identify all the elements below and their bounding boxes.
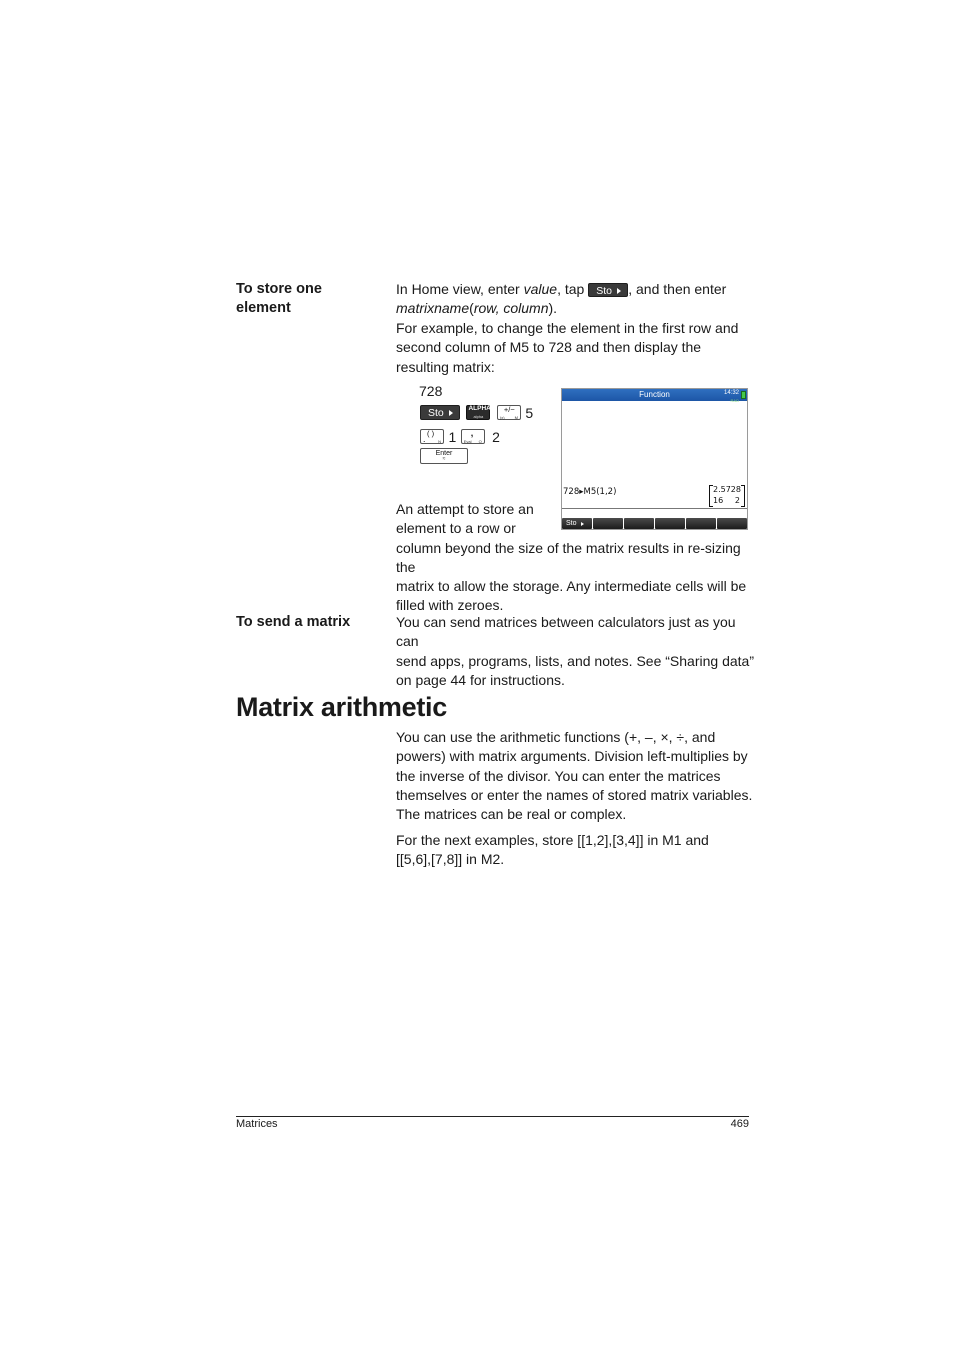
instruction-line	[396, 280, 756, 299]
key-sublabel: M	[514, 415, 518, 421]
screen-clock: 14:32	[723, 390, 739, 396]
send-matrix-paragraph	[396, 613, 756, 690]
text-line: matrix to allow the storage. Any intermediate cells will be	[396, 578, 747, 595]
text-line: [[5,6],[7,8]] in M2.	[396, 851, 505, 868]
screen-title-bar	[562, 389, 747, 401]
text-line: You can send matrices between calculators just as you can	[396, 614, 736, 650]
keystroke-number: 5	[525, 404, 534, 421]
text-italic: value	[523, 281, 558, 297]
keystroke-row-2	[420, 404, 533, 420]
key-sublabel: Eval	[463, 439, 472, 445]
text-italic: matrixname	[396, 300, 470, 317]
key-sublabel: ≈	[442, 455, 446, 462]
keystroke-row-3	[420, 428, 500, 444]
matrix-cell: 16	[713, 496, 724, 505]
text-line: filled with zeroes.	[396, 597, 504, 614]
key-sublabel: ∘	[423, 439, 426, 445]
text-line: For the next examples, store [[1,2],[3,4]] in M1 and	[396, 832, 709, 848]
arithmetic-paragraph-1	[396, 728, 756, 824]
text: In Home view, enter	[396, 281, 524, 297]
text-line: For example, to change the element in the first row and	[396, 320, 739, 336]
sto-key[interactable]	[588, 283, 628, 297]
heading-line: To store one	[236, 281, 322, 297]
key-label: ALPHA	[468, 405, 491, 413]
matrix-cell: 728	[725, 485, 741, 494]
matrix-cell: 2	[734, 496, 740, 505]
arithmetic-paragraph-2	[396, 831, 756, 870]
screen-title: Function	[639, 390, 670, 399]
text-line: column beyond the size of the matrix results in re-sizing the	[396, 539, 741, 575]
text-line: the inverse of the divisor. You can enter the matrices	[396, 767, 721, 784]
sto-key[interactable]	[420, 405, 460, 420]
section-title-matrix-arithmetic: Matrix arithmetic	[236, 692, 447, 722]
battery-icon	[741, 391, 746, 399]
key-sublabel: N	[438, 439, 441, 445]
section-heading-store-element	[236, 280, 322, 318]
text-line: themselves or enter the names of stored matrix variables.	[396, 786, 753, 803]
page-number: 469	[730, 1118, 749, 1130]
key-label: ,	[470, 428, 474, 439]
section-heading-send-matrix: To send a matrix	[236, 614, 351, 630]
text-line: send apps, programs, lists, and notes. See “Sharing data”	[396, 652, 754, 669]
heading-line: element	[236, 300, 291, 316]
text-italic: row, column	[473, 300, 549, 317]
text: ).	[548, 300, 558, 317]
menu-label: Sto	[566, 520, 577, 527]
footer-divider	[236, 1116, 749, 1117]
triangle-right-icon	[617, 288, 621, 294]
key-sublabel: alpha	[473, 414, 484, 420]
store-element-instructions	[396, 280, 756, 319]
instruction-line	[396, 299, 756, 318]
key-label: Enter	[435, 449, 453, 457]
matrix-cell: 2.5	[713, 485, 726, 494]
triangle-right-icon	[449, 410, 453, 416]
text-line: resulting matrix:	[396, 358, 495, 375]
keystroke-number: 2	[492, 428, 500, 445]
history-entry[interactable]: 728▸M5(1,2)	[563, 487, 617, 497]
text-line: An attempt to store an	[396, 501, 534, 517]
keystroke-number: 728	[419, 383, 443, 399]
text: (	[469, 300, 474, 317]
alpha-key[interactable]	[466, 405, 490, 420]
key-sublabel: O	[478, 439, 482, 445]
text: , and then enter	[628, 281, 727, 297]
angle-mode-indicator: RAD	[730, 398, 739, 403]
text-line: The matrices can be real or complex.	[396, 806, 627, 823]
keystroke-number: 1	[448, 428, 457, 445]
plus-minus-key[interactable]	[497, 405, 521, 420]
text-line: on page 44 for instructions.	[396, 671, 565, 688]
text: , tap	[557, 281, 589, 297]
text-line: You can use the arithmetic functions (+, –, ×, ÷, and	[396, 729, 716, 745]
key-label: ( )	[427, 429, 435, 439]
key-sublabel: (x)	[499, 415, 505, 421]
text-line: element to a row or	[396, 520, 516, 537]
enter-key[interactable]	[420, 448, 468, 464]
resize-paragraph	[396, 500, 756, 616]
text-line: powers) with matrix arguments. Division left-multiplies by	[396, 748, 748, 765]
key-label: +/−	[503, 405, 515, 415]
key-label: Sto	[596, 285, 612, 298]
example-paragraph	[396, 319, 756, 377]
parentheses-key[interactable]	[420, 429, 444, 444]
key-label: Sto	[428, 407, 444, 420]
footer-section-name: Matrices	[236, 1118, 278, 1130]
text-line: second column of M5 to 728 and then display the	[396, 339, 702, 356]
comma-key[interactable]	[461, 429, 485, 444]
